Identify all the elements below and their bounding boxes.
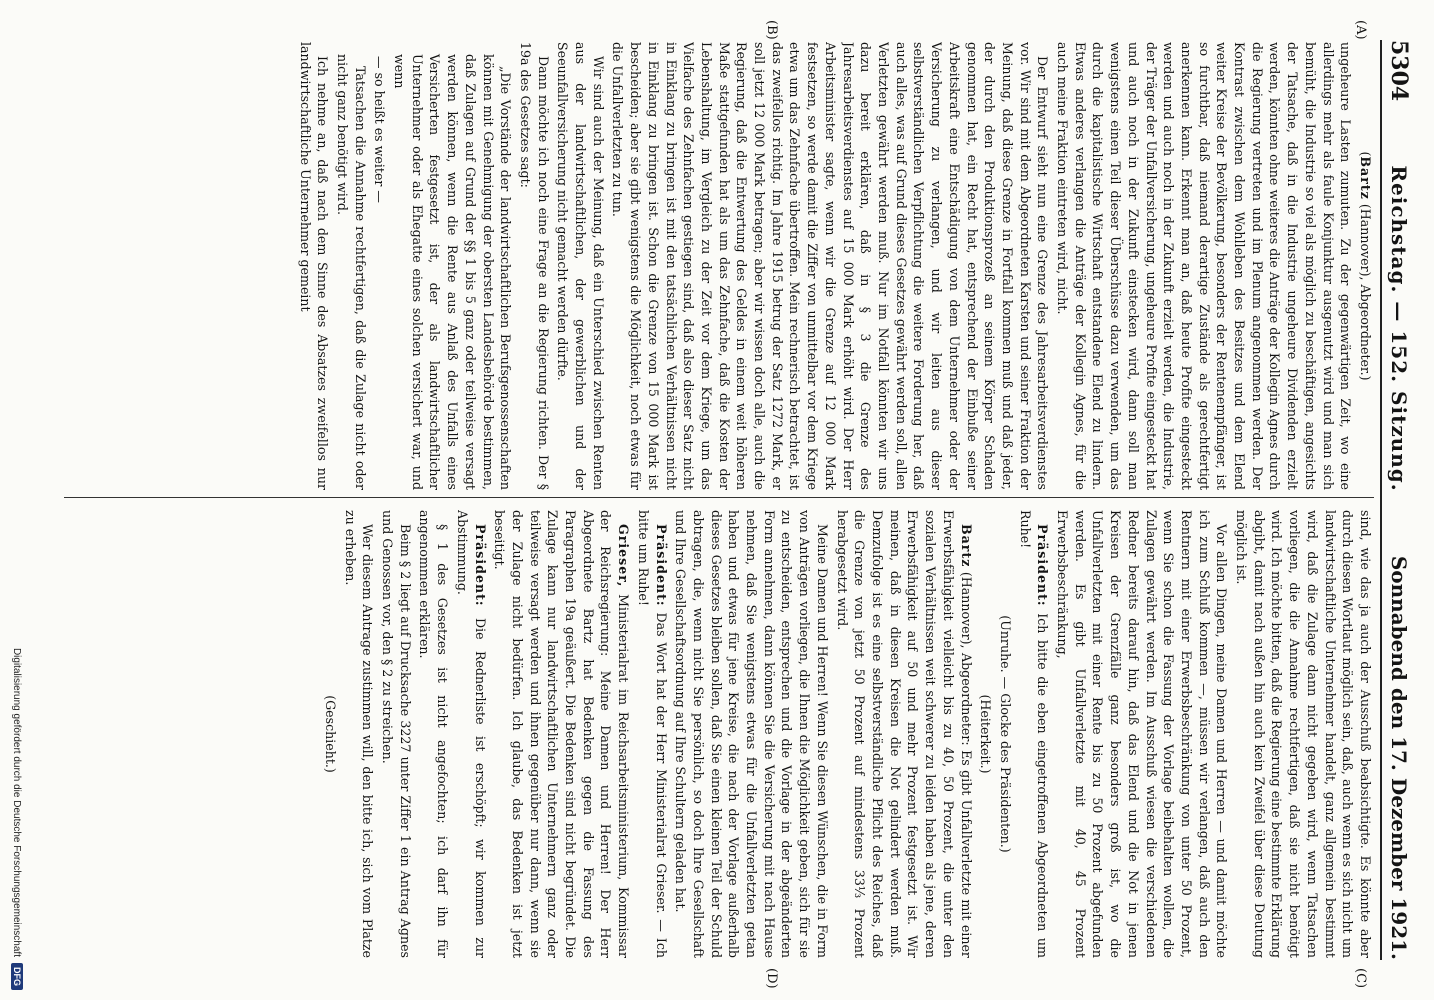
speech-text: Das Wort hat der Herr Ministerialrat Grieser. — Ich bitte um Ruhe! [635, 510, 669, 958]
column-divider [64, 497, 1374, 498]
paragraph: — so heißt es weiter — [372, 56, 388, 204]
left-column [64, 42, 1374, 490]
stage-direction: (Geschieht.) [322, 695, 338, 773]
stage-direction: (Heiterkeit.) [978, 694, 994, 774]
page-title: Reichstag. — 152. Sitzung. [1387, 165, 1411, 492]
president-remark [634, 510, 669, 958]
quotation: Tatsachen die Annahme rechtfertigen, daß die Zulage nicht oder nicht ganz benötigt wird. [334, 54, 368, 490]
margin-mark-b: (B) [764, 20, 779, 40]
paragraph: Meine Damen und Herren! Wenn Sie diesen Wünschen, die in Form von Anträgen vorliegen, die Ihnen die Möglichkeit geben, sich für sie zu entscheiden, entsprechen und die Vorlage in der abgeänderten Form annehmen, dann können Sie die Versicherung mit nach Hause nehmen, daß Sie wenigstens etwas für die Unfallverletzten getan haben und etwas für jene Kreise, die nach der Vorlage außerhalb dieses Gesetzes bleiben sollen, daß Sie einen kleinen Teil der Schuld abtragen, die, wenn nicht Sie persönlich, so doch Ihre Gesellschaft und Ihre Gesellschaftsordnung auf Ihre Schultern geladen hat. [673, 510, 830, 958]
speech [833, 510, 975, 958]
dfg-logo: DFG [11, 963, 23, 990]
president-remark [1016, 510, 1051, 958]
speaker-name: Bartz [958, 524, 974, 568]
paragraph: Vor allen Dingen, meine Damen und Herren — und damit möchte ich zum Schluß kommen —, müssen wir verlangen, daß auch den Rentnern mit einer Erwerbsbeschränkung von unter 50 Prozent, wenn Sie schon die Fassung der Vorlage beibehalten wollen, die Zulagen gewährt werden. Im Ausschuß wiesen die verschiedenen Redner bereits darauf hin, daß das Elend und die Not in jenen Kreisen der Grenzfälle ganz besonders groß ist, wo die Unfallverletzten mit einer Rente bis zu 50 Prozent abgefunden werden. Es gibt Unfallverletzte mit 40, 45 Prozent Erwerbsbeschränkung, [1055, 510, 1230, 958]
speaker-name: Bartz [1358, 156, 1373, 200]
speaker-role: (Hannover), Abgeordneter.) [1358, 203, 1373, 381]
speaker-line: (Bartz (Hannover), Abgeordneter.) [1358, 151, 1373, 381]
president-remark [453, 510, 488, 958]
stage-direction: (Unruhe. — Glocke des Präsidenten.) [997, 615, 1013, 853]
speech-text: Es gibt Unfallverletzte mit einer Erwerbsfähigkeit vielleicht bis zu 40, 50 Prozent, die unter den sozialen Verhältnissen weit schwerer zu leiden haben als jene, deren Erwerbsfähigkeit auf 50 und mehr Prozent festgesetzt ist. Wir meinen, daß in diesen Kreisen die Not gelindert werden muß. Demzufolge ist es eine selbstverständliche Pflicht des Reiches, daß die Grenze von jetzt 50 Prozent auf mindestens 33⅓ Prozent herabgesetzt wird. [834, 510, 974, 958]
page-number: 5304 [1386, 40, 1412, 102]
paragraph: Ich nehme an, daß nach dem Sinne des Absatzes zweifellos nur landwirtschaftliche Unternehmer gemeint [297, 42, 331, 490]
speech-text: Die Rednerliste ist erschöpft; wir kommen zur Abstimmung. [454, 510, 488, 958]
speech-text: Ich bitte die eben eingetroffenen Abgeordneten um Ruhe! [1017, 510, 1051, 958]
speech-text: Ministerialrat im Reichsarbeitsministerium, Kommissar der Reichsregierung: Meine Damen und Herren! Der Herr Abgeordnete Bartz hat Bedenken gegen die Fassung des Paragraphen 19a geäußert. Die Bedenken sind nicht begründet. Die Zulage kann nur landwirtschaftlichen Unternehmern ganz oder teilweise versagt werden und ihnen gegenüber nur dann, wenn sie der Zulage nicht bedürfen. Ich glaube, das Bedenken ist jetzt beseitigt. [492, 510, 632, 958]
speaker-name: Grieser, [616, 524, 632, 588]
right-column [64, 510, 1374, 958]
paragraph: sind, wie das ja auch der Ausschuß beabsichtigte. Es könnte aber durch diesen Wortlaut möglich sein, daß, auch wenn es sich nicht um landwirtschaftliche Unternehmer handelt, ganz allgemein bestimmt wird, daß die Zulage dann nicht gegeben wird, wenn Tatsachen vorliegen, die die Annahme rechtfertigen, daß sie nicht benötigt wird. Ich möchte bitten, daß die Regierung eine bestimmte Erklärung abgibt, damit nach außen hin auch kein Zweifel über diese Deutung möglich ist. [1234, 510, 1373, 958]
paragraph: Wir sind auch der Meinung, daß ein Unterschied zwischen Renten aus der landwirtschaftlichen, der gewerblichen und der Seeunfallversicherung nicht gemacht werden dürfte. [555, 42, 606, 490]
paragraph: Wer diesem Antrage zustimmen will, den bitte ich, sich vom Platze zu erheben. [342, 510, 376, 958]
paragraph: Beim § 2 liegt auf Drucksache 3227 unter Ziffer 1 ein Antrag Agnes und Genossen vor, den § 2 zu streichen. [380, 510, 413, 958]
speaker-name: Präsident: [653, 524, 669, 607]
margin-mark-c: (C) [1353, 968, 1368, 989]
paragraph: ungeheure Lasten zumuten. Zu der gegenwärtigen Zeit, wo eine allerdings mehr als faule Konjunktur ausgenutzt wird und man sich bemüht, die Industrie so viel als möglich zu beschäftigen, angesichts der Tatsache, daß in die Industrie ungeheure Dividenden erzielt werden, könnten ohne weiteres die Anträge der Kollegin Agnes durch die Regierung vertreten und im Plenum angenommen werden. Der Kontrast zwischen dem Wohlleben des Besitzes und dem Elend weiter Kreise der Bevölkerung, besonders der Rentenempfänger, ist so furchtbar, daß niemand derartige Zustände als gerechtfertigt anerkennen kann. Erkennt man an, daß heute Profite eingesteckt werden und auch noch in der Zukunft erzielt werden, die Industrie, der Träger der Unfallversicherung, ungeheure Profite eingesteckt hat und auch noch in der Zukunft einstecken wird, dann soll man wenigstens einen Teil dieser Überschüsse dazu verwenden, um das durch die kapitalistische Wirtschaft entstandene Elend zu lindern. Etwas anderes verlangen die Anträge der Kollegin Agnes, für die auch meine Fraktion eintreten wird, nicht. [1055, 42, 1354, 490]
paragraph: Dann möchte ich noch eine Frage an die Regierung richten. Der § 19a des Gesetzes sagt: [517, 42, 551, 490]
speaker-role: (Hannover), Abgeordneter: [958, 571, 974, 746]
credit-text: Digitalisierung gefördert durch die Deutsche Forschungsgemeinschaft [11, 647, 23, 957]
session-date: Sonnabend den 17. Dezember 1921. [1387, 555, 1411, 960]
quotation: „Die Vorstände der landwirtschaftlichen Berufsgenossenschaften können mit Genehmigung der obersten Landesbehörde bestimmen, daß Zulagen auf Grund der §§ 1 bis 5 ganz oder teilweise versagt werden können, wenn die Rente aus Anlaß des Unfalls eines Versicherten festgesetzt ist, der als landwirtschaftlicher Unternehmer oder als Ehegatte eines solchen versichert war, und wenn [392, 54, 514, 490]
margin-mark-d: (D) [764, 968, 779, 989]
speaker-name: Präsident: [472, 524, 488, 607]
paragraph: § 1 des Gesetzes ist nicht angefochten; ich darf ihn für angenommen erklären. [417, 510, 451, 958]
page-header [1380, 40, 1412, 960]
speaker-name: Präsident: [1035, 524, 1051, 607]
digitization-credit [4, 0, 30, 1000]
paragraph: Der Entwurf sieht nun eine Grenze des Jahresarbeitsverdienstes vor. Wir sind mit dem Abgeordneten Karsten und seiner Fraktion der Meinung, daß diese Grenze in Fortfall kommen muß und daß jeder, der durch den Produktionsprozeß an seinem Körper Schaden genommen hat, ein Recht hat, entsprechend der Einbuße seiner Arbeitskraft eine Entschädigung von dem Unternehmer oder der Versicherung zu verlangen, und wir leiten aus dieser selbstverständlichen Verpflichtung die weitere Forderung her, daß auch alles, was auf Grund dieses Gesetzes gewährt werden soll, allen Verletzten gewährt werden muß. Nur im Notfall könnten wir uns dazu bereit erklären, daß in § 3 die Grenze des Jahresarbeitsverdienstes auf 15 000 Mark erhöht wird. Der Herr Arbeitsminister sagte, wenn wir die Grenze auf 12 000 Mark festsetzen, so werde damit die Ziffer von unmittelbar vor dem Kriege etwa um das Zehnfache übertroffen. Mein rechnerisch betrachtet, ist das zweifellos richtig. Im Jahre 1915 betrug der Satz 1272 Mark, er soll jetzt 12 000 Mark betragen; aber wir wissen doch alle, auch die Regierung, daß die Entwertung des Geldes in einem weit höheren Maße stattgefunden hat als um das Zehnfache, daß die Kosten der Lebenshaltung, im Vergleich zu der Zeit vor dem Kriege, um das Vielfache des Zehnfachen gestiegen sind, daß also dieser Satz nicht in Einklang zu bringen ist mit den tatsächlichen Verhältnissen nicht in Einklang zu bringen ist. Schon die Grenze von 15 000 Mark ist bescheiden; aber sie gibt wenigstens die Möglichkeit, noch etwas für die Unfallverletzten zu tun. [610, 42, 1051, 490]
margin-mark-a: (A) [1353, 20, 1368, 40]
speech [491, 510, 633, 958]
